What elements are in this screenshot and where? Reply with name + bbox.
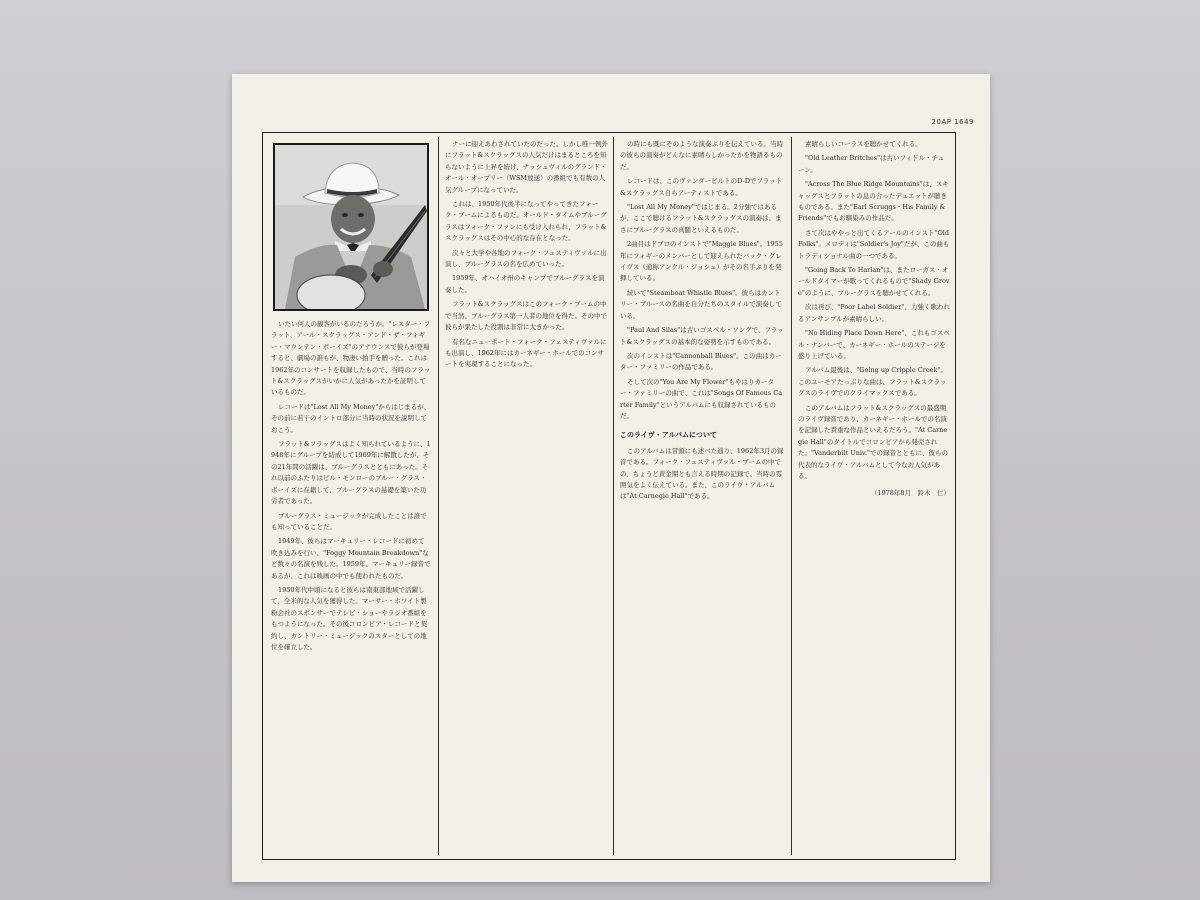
paragraph: 次は再び、"Poor Label Soldier"、力強く歌われるアンサンブルが素晴らしい。 <box>798 303 950 323</box>
paragraph: レコードは、このヴァンダービルトのD-Dでフラット&スクラッグス自らアーティストである。 <box>620 177 783 197</box>
paragraph: このアルバムはフラット&スクラッグスの最盛期のライヴ録音であり、カーネギー・ホールでの名演を記録した貴重な作品といえるだろう。"At Carnegie Hall"のタイトルでコロンビアから発売された。"Vanderbilt Univ."での録音とともに、彼らの代表的なライヴ・アルバムとして今なお人気がある。 <box>798 403 948 480</box>
paragraph: これは、1950年代後半になってやってきたフォーク・ブームによるものだ。オールド・タイムやブルーグラスはフォーク・ファンにも受け入れられ、フラット&スクラッグスはその中心的な存在となった。 <box>445 200 607 243</box>
paragraph: 1949年、彼らはマーキュリー・レコードに初めて吹き込みを行い、"Foggy Mountain Breakdown"など数々の名演を残した。1959年、マーキュリー録音であるが、これは映画の中でも使われたものだ。 <box>271 537 431 580</box>
author-signature: （1978年8月 鈴木 仁） <box>870 489 950 498</box>
paragraph: "Going Back To Harlan"は、またローガス・オールドタイマーが歌ってくれるもので"Shady Grove"のように、ブルーグラスを聴かせてくれる。 <box>798 266 950 297</box>
section-heading: このライヴ・アルバムについて <box>620 431 717 440</box>
paragraph: 1950年代中頃になると彼らは南東部地域で活躍して、全米的な人気を獲得した。マーサー・ホワイト製粉会社のスポンサーでテレビ・ショーやラジオ番組をもつようになった。その後コロンビア・レコードと契約し、カントリー・ミュージックのスターとしての地位を確立した。 <box>271 585 427 651</box>
paragraph: 続いて"Steamboat Whistle Blues"。彼らはカントリー・ブルースの名曲を自分たちのスタイルで演奏している。 <box>620 288 782 320</box>
paragraph: アルバム最後は、"Going up Cripple Creek"。このユーモアたっぷりな曲は、フラット&スクラッグスのライヴでのクライマックスである。 <box>798 366 947 398</box>
paragraph: "Lost All My Money"ではじまる。2分強ではあるが、ここで聴けるフラット&スクラッグスの演奏は、まさにブルーグラスの真髄といえるものだ。 <box>620 203 782 234</box>
paragraph: フラット&フラッグスはよく知られているように、1948年にグループを結成して1969年に解散したが、その21年間の活躍は、ブルーグラスとともにあった。それ以前のふたりはビル・モンローのブルー・グラス・ボーイズに在籍して、ブルーグラスの基礎を築いた功労者であった。 <box>271 440 431 506</box>
column-divider <box>438 137 439 855</box>
column-divider <box>613 137 614 855</box>
paragraph: ナーに迎えあわされていたのだった。しかし唯一例外にフラット&スクラッグスの人気だけはまるところを知らないように上昇を続け、ナッシュヴィルのグランド・オール・オープリー（WSM放送）の番組でも有数の人気グループになっていた。 <box>445 140 608 194</box>
paragraph: 次のインストは"Cannonball Blues"。この曲はカーター・ファミリーの作品である。 <box>620 351 782 372</box>
paragraph: 次々と大学や各地のフォーク・フェスティヴァルに出演し、ブルーグラスの名を広めていった。 <box>445 248 607 269</box>
paragraph: 1959年、オハイオ州のキャンプでブルーグラスを演奏した。 <box>445 274 605 294</box>
paragraph: 2曲目はドブロのインストで"Maggie Blues"。1955年にフォギーのメンバーとして迎えられたバック・グレイヴス（通称アンクル・ジョシュ）がその名手ぶりを発揮している。 <box>620 240 783 283</box>
paragraph: "Across The Blue Ridge Mountains"は、スキャッグスとフラットの息の合ったデュエットが聴きものである。また"Earl Scruggs・His Family & Friends"でもお馴染みの作品だ。 <box>798 180 949 223</box>
text-column-4 <box>798 139 950 853</box>
paragraph: 素晴らしいコーラスを聴かせてくれる。 <box>805 140 922 148</box>
portrait-photo <box>273 143 429 311</box>
paragraph: 有名なニューポート・フォーク・フェスティヴァルにも出演し、1962年にはカーネギー・ホールでのコンサートを実現することになった。 <box>445 337 607 369</box>
paragraph: の時にも既にそのような演奏ぶりを伝えている。当時の彼らの演奏がどんなに素晴らしかったかを物語るものだ。 <box>620 140 783 171</box>
paragraph: レコードは"Lost All My Money"からはじまるが、その前に若干のイントロ部分に当時の状況を説明しておこう。 <box>271 402 431 434</box>
paragraph: ブルーグラス・ミュージックが完成したことは誰でも知っていることだ。 <box>271 511 427 531</box>
paragraph: フラット&スクラッグスはこのフォーク・ブームの中で当然、ブルーグラス第一人者の地位を得た。その中で彼らが果たした役割は非常に大きかった。 <box>445 300 608 332</box>
paragraph: そして次の"You Are My Flower"もやはりカーター・ファミリーの曲で、これは"Songs Of Famous Carter Family"というアルバムにも収録されているものだ。 <box>620 377 783 420</box>
catalog-number: 20AP 1649 <box>931 118 974 126</box>
paragraph: "Paul And Silas"は古いゴスペル・ソングで、フラット&スクラッグスの基本的な姿勢を示すものである。 <box>620 326 784 346</box>
text-column-1 <box>271 139 431 853</box>
text-column-3 <box>620 139 785 853</box>
paragraph: このアルバムは冒頭にも述べた通り、1962年3月の録音である。フォーク・フェスティヴァル・ブームの中での、ちょうど黄金期とも言える時期の記録で、当時の雰囲気をよく伝えている。また、このライヴ・アルバムは"At Carnegie Hall"である。 <box>620 446 784 501</box>
liner-notes-sheet <box>232 74 990 882</box>
text-column-2 <box>445 139 608 853</box>
paragraph: "No Hiding Place Down Here"、これもゴスペル・ナンバーで、カーネギー・ホールのステージを盛り上げている。 <box>798 329 950 360</box>
portrait-photo-image <box>275 145 427 309</box>
paragraph: いたい何人の観客がいるのだろうか。"レスター・フラット、アール・スクラッグス・アンド・ザ・フォギー・マウンテン・ボーイズ"のアナウンスで彼らが登場すると、劇場の誰もが、物凄い拍手を贈った。これは1962年のコンサートを収録したもので、当時のフラット&スクラッグスがいかに人気があったかを証明しているものだ。 <box>271 320 431 397</box>
text-frame <box>262 132 956 860</box>
column-divider <box>791 137 792 855</box>
paragraph: さて次はややっと出てくるアールのインスト"Old Folks"。メロディは"Soldier's Joy"だが、この曲もトラディショナル曲の一つである。 <box>798 228 950 260</box>
paragraph: "Old Leather Britches"は古いフィドル・チューン。 <box>798 154 945 174</box>
